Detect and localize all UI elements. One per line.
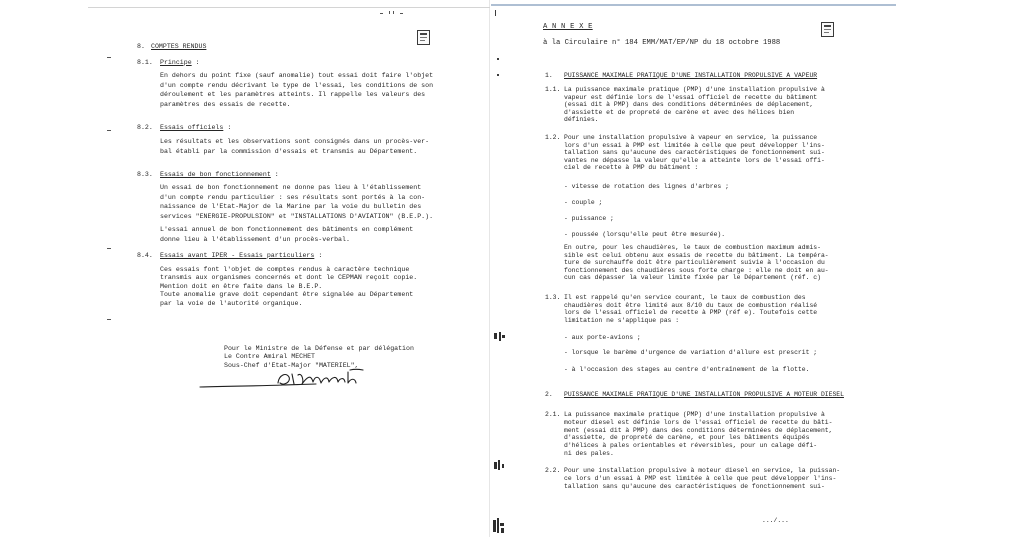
section-heading <box>545 390 844 399</box>
list-item: - puissance ; <box>564 215 614 223</box>
scan-mark <box>497 58 499 60</box>
section-title: COMPTES RENDUS <box>151 42 207 50</box>
numbered-paragraph <box>545 294 817 324</box>
list-item: - à l'occasion des stages au centre d'entraînement de la flotte. <box>564 366 810 374</box>
paragraph-number: 2.1. <box>545 411 561 419</box>
signature-stroke <box>200 384 316 387</box>
paragraph-number: 1.3. <box>545 294 561 302</box>
subsection-colon: : <box>195 58 200 66</box>
subsection-heading <box>137 58 200 67</box>
scan-mark <box>494 332 505 342</box>
scan-mark <box>494 460 505 471</box>
list-item: - poussée (lorsqu'elle peut être mesurée). <box>564 231 726 239</box>
scan-mark <box>497 74 499 76</box>
signature-graphic <box>198 366 368 392</box>
subsection-title: Essais avant IPER - Essais particuliers <box>160 251 315 259</box>
page-top-edge <box>491 4 896 6</box>
paragraph-text: Pour une installation propulsive à vapeur en service, la puissance lors d'un essai à PMP est limitée à celle que peut développer l'ins- tallation sans qu'aucune des caractéristiques de fonctionnement sui- vantes ne dépasse la valeur qu'elle a atteinte lors de l'essai offi- ciel de recette à PMP du bâtiment : <box>564 134 825 172</box>
list-item: - vitesse de rotation des lignes d'arbres ; <box>564 183 729 191</box>
margin-mark <box>107 130 111 131</box>
paragraph-text: Pour une installation propulsive à moteur diesel en service, la puissan- ce lors d'un essai à PMP est limitée à celle que peut développer l'ins- tallation sans qu'aucune des caractéristiques de fonctionnement sui- <box>564 467 841 490</box>
section-title: PUISSANCE MAXIMALE PRATIQUE D'UNE INSTALLATION PROPULSIVE A MOTEUR DIESEL <box>564 390 844 398</box>
stamp-icon <box>417 30 430 45</box>
numbered-paragraph <box>545 134 825 172</box>
section-heading <box>137 42 206 51</box>
subsection-number: 8.1. <box>137 58 153 66</box>
paragraph-number: 1.1. <box>545 86 561 94</box>
signature-stroke <box>278 374 294 384</box>
paragraph: L'essai annuel de bon fonctionnement des bâtiments en complément donne lieu à l'établissement d'un procès-verbal. <box>160 226 414 243</box>
numbered-paragraph <box>545 86 825 124</box>
annex-title: A N N E X E <box>543 22 593 31</box>
margin-mark <box>107 57 111 58</box>
subsection-colon: : <box>227 123 232 131</box>
signature-stroke <box>298 374 345 384</box>
paragraph-text: La puissance maximale pratique (PMP) d'une installation propulsive à moteur diesel est définie lors de l'essai officiel de recette du bâti- ment (essai dit à PMP) dans des conditions déterminées de déplacement, d'assiette, de propreté de carène, et pour les bâtiments équipés d'hélices à pales orientables et réversibles, pour un calage défi- ni des pales. <box>564 411 833 457</box>
section-title: PUISSANCE MAXIMALE PRATIQUE D'UNE INSTALLATION PROPULSIVE A VAPEUR <box>564 71 818 79</box>
subsection-title: Essais officiels <box>160 123 224 131</box>
numbered-paragraph <box>545 467 840 491</box>
stamp-icon <box>821 22 834 37</box>
paragraph-number: 2.2. <box>545 467 561 474</box>
paragraph: En dehors du point fixe (sauf anomalie) tout essai doit faire l'objet d'un compte rendu décrivant le type de l'essai, les conditions de son déroulement et les paramètres atteints. Il rappelle les valeurs des paramètres des essais de recette. <box>160 72 434 108</box>
section-number: 8. <box>137 42 145 50</box>
list-item: - lorsque le barème d'urgence de variation d'allure est prescrit ; <box>564 349 818 357</box>
section-heading <box>545 71 817 80</box>
subsection-title: Essais de bon fonctionnement <box>160 170 271 178</box>
paragraph-text: La puissance maximale pratique (PMP) d'une installation propulsive à vapeur est définie lors de l'essai officiel de recette du bâtiment (essai dit à PMP) dans des conditions déterminées de déplacement, d'assiette et de propreté de carène et avec des hélices bien définies. <box>564 86 825 124</box>
subsection-colon: : <box>318 251 323 259</box>
left-page <box>88 0 490 537</box>
section-number: 2. <box>545 390 553 398</box>
margin-mark <box>107 319 111 320</box>
paragraph-number: 1.2. <box>545 134 561 142</box>
list-item: - couple ; <box>564 199 603 207</box>
section-number: 1. <box>545 71 553 79</box>
paragraph: Les résultats et les observations sont consignés dans un procès-ver- bal établi par la commission d'essais et transmis au Département. <box>160 138 430 155</box>
paragraph-text: Il est rappelé qu'en service courant, le taux de combustion des chaudières doit être limité aux 8/10 du taux de combustion réalisé lors de l'essai officiel de recette à PMP (réf e). Toutefois cette limitation ne s'applique pas : <box>564 294 818 324</box>
circular-reference: à la Circulaire n° 184 EMM/MAT/EP/NP du 18 octobre 1988 <box>543 38 781 47</box>
paragraph: Ces essais font l'objet de comptes rendus à caractère technique transmis aux organismes concernés et dont le CEPMAN reçoit copie. Mention doit en être faite dans le B.E.P. Toute anomalie grave doit cependant être signalée au Département par la voie de l'autorité organique. <box>160 265 418 308</box>
scan-mark <box>495 10 496 16</box>
subsection-colon: : <box>274 170 279 178</box>
page-continuation: .../... <box>762 517 789 524</box>
subsection-heading <box>137 123 231 132</box>
paragraph: Un essai de bon fonctionnement ne donne pas lieu à l'établissement d'un compte rendu particulier : ses résultats sont portés à la con- naissance de l'Etat-Major de la Marine par la voie du bulletin des services "ENERGIE-PROPULSION" et "INSTALLATIONS D'AVIATION" (B.E.P.). <box>160 184 434 220</box>
page-top-edge <box>88 7 490 8</box>
paragraph: En outre, pour les chaudières, le taux de combustion maximum admis- sible est celui obtenu aux essais de recette du bâtiment. La tempéra- ture de surchauffe doit être particulièrement suivie à l'occasion du fonctionnement des chaudières sous forte charge : elle ne doit en au- cun cas dépasser la valeur limite fixée par le Département (réf. c) <box>564 244 829 282</box>
subsection-number: 8.3. <box>137 170 153 178</box>
signature-stroke <box>348 369 363 383</box>
scan-mark <box>493 518 506 534</box>
scan-marks <box>380 11 410 16</box>
subsection-title: Principe <box>160 58 192 66</box>
subsection-heading <box>137 170 279 179</box>
subsection-number: 8.2. <box>137 123 153 131</box>
list-item: - aux porte-avions ; <box>564 334 641 342</box>
right-page <box>491 0 896 537</box>
margin-mark <box>107 248 111 249</box>
numbered-paragraph <box>545 411 832 457</box>
signature-block: Pour le Ministre de la Défense et par délégation Le Contre Amiral MECHET Sous-Chef d'Etat-Major "MATERIEL", <box>224 344 414 369</box>
subsection-number: 8.4. <box>137 251 153 259</box>
subsection-heading <box>137 251 322 260</box>
